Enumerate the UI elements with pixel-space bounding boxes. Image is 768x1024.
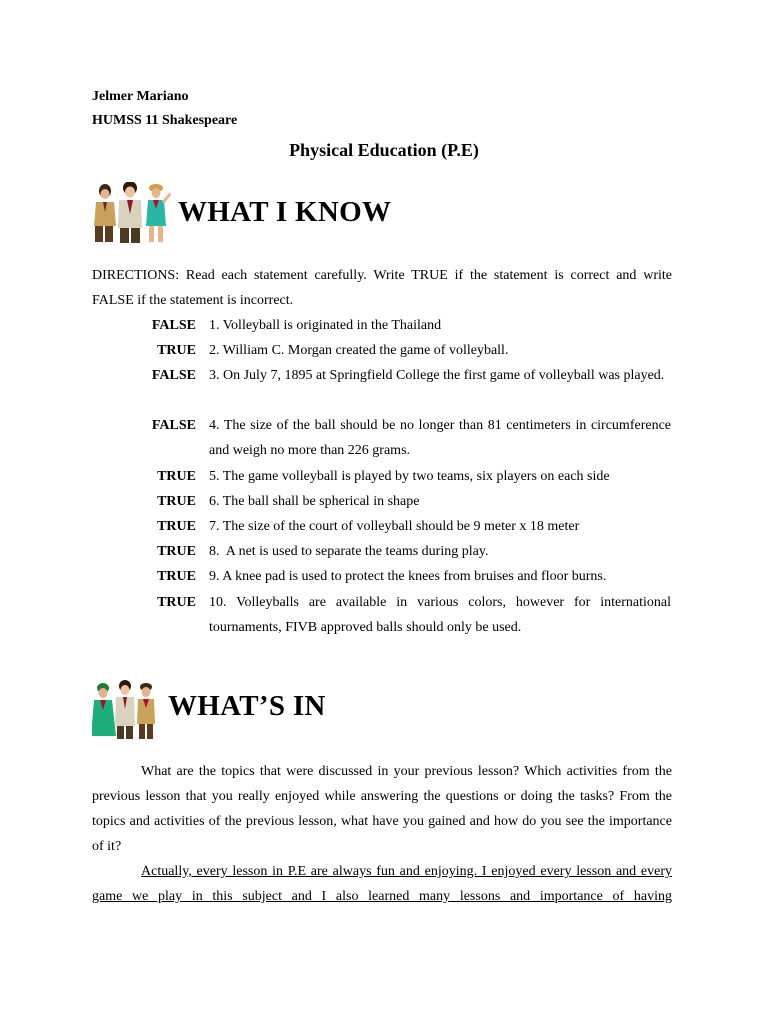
student-section: HUMSS 11 Shakespeare: [92, 113, 238, 128]
answer-5: TRUE: [157, 469, 196, 484]
answer-1: FALSE: [151, 318, 196, 333]
students-illustration-2: [92, 680, 158, 740]
answer-2: TRUE: [157, 343, 196, 358]
statement-10: 10. Volleyballs are available in various colors, however for international tournaments, FIVB approved balls should only be used.: [209, 595, 671, 635]
section-heading-what-i-know: WHAT I KNOW: [178, 196, 392, 228]
answer-9: TRUE: [157, 569, 196, 584]
students-illustration: [92, 182, 172, 244]
statement-3: 3. On July 7, 1895 at Springfield College the first game of volleyball was played.: [209, 368, 665, 383]
statement-4: 4. The size of the ball should be no longer than 81 centimeters in circumference and weigh no more than 226 grams.: [209, 418, 671, 458]
section-heading-whats-in: WHAT’S IN: [168, 690, 326, 722]
statement-9: 9. A knee pad is used to protect the knees from bruises and floor burns.: [209, 569, 607, 584]
statement-8: 8. A net is used to separate the teams during play.: [209, 544, 489, 559]
answer-8: TRUE: [157, 544, 196, 559]
directions-text: DIRECTIONS: Read each statement carefully. Write TRUE if the statement is correct and write FALSE if the statement is incorrect.: [92, 268, 672, 308]
statement-6: 6. The ball shall be spherical in shape: [209, 494, 420, 509]
answer-6: TRUE: [157, 494, 196, 509]
student-name: Jelmer Mariano: [92, 89, 189, 104]
answer-7: TRUE: [157, 519, 196, 534]
statement-1: 1. Volleyball is originated in the Thailand: [209, 318, 442, 333]
statement-5: 5. The game volleyball is played by two teams, six players on each side: [209, 469, 610, 484]
statement-2: 2. William C. Morgan created the game of volleyball.: [209, 343, 509, 358]
statement-7: 7. The size of the court of volleyball should be 9 meter x 18 meter: [209, 519, 580, 534]
whats-in-answer: Actually, every lesson in P.E are always fun and enjoying. I enjoyed every lesson and every game we play in this subject and I also learned many lessons and importance of having: [92, 864, 672, 904]
answer-4: FALSE: [151, 418, 196, 433]
subject-title: Physical Education (P.E): [289, 140, 479, 160]
answer-10: TRUE: [157, 595, 196, 610]
answer-3: FALSE: [151, 368, 196, 383]
whats-in-question: What are the topics that were discussed in your previous lesson? Which activities from the previous lesson that you really enjoyed while answering the questions or doing the tasks? From the topics and activities of the previous lesson, what have you gained and how do you see the importance of it?: [92, 764, 672, 854]
